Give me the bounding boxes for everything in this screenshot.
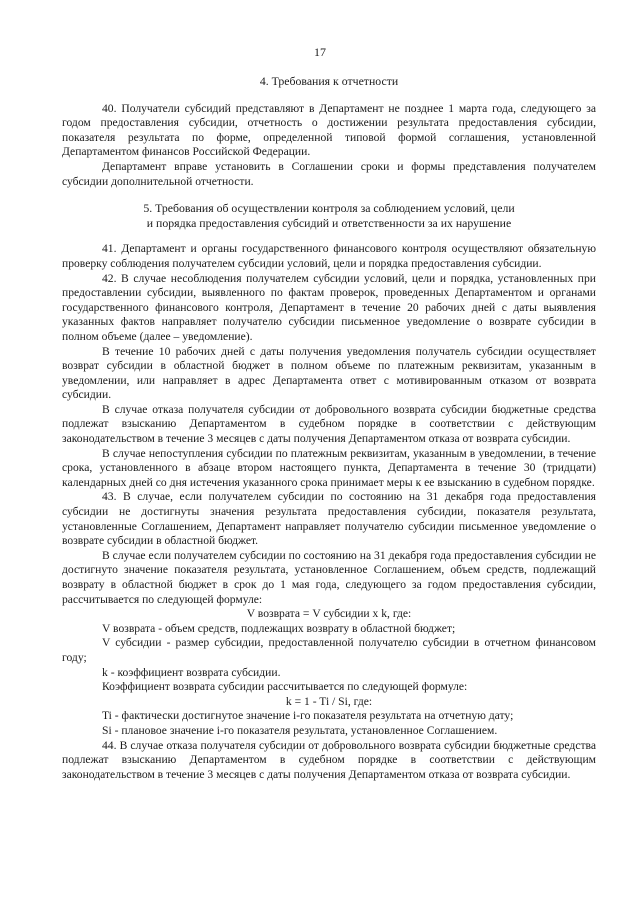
paragraph-40-additional-reporting: Департамент вправе установить в Соглашении сроки и формы представления получателем субсидии дополнительной отчетности.: [62, 159, 596, 188]
paragraph-42-refusal: В случае отказа получателя субсидии от добровольного возврата субсидии бюджетные средства подлежат взысканию Департаментом в судебном порядке в соответствии с действующим законодательством в течение 3 месяцев с даты получения Департаментом отказа от возврата субсидии.: [62, 402, 596, 446]
coefficient-intro: Коэффициент возврата субсидии рассчитывается по следующей формуле:: [102, 680, 468, 694]
definition-k: k - коэффициент возврата субсидии.: [102, 665, 281, 679]
paragraph-40: 40. Получатели субсидий представляют в Департамент не позднее 1 марта года, следующего за годом предоставления субсидии, отчетность о достижении результата предоставления субсидии, показателя результата по форме, определенной типовой формой соглашения, установленной Департаментом финансов Российской Федерации.: [62, 101, 596, 159]
paragraph-42: 42. В случае несоблюдения получателем субсидии условий, цели и порядка, установленных при предоставлении субсидии, выявленного по фактам проверок, проведенных Департаментом и органами государственного финансового контроля, Департамент в течение 20 рабочих дней с даты выявления указанных фактов направляет получателю субсидии письменное уведомление о возврате субсидии в полном объеме (далее – уведомление).: [62, 271, 596, 343]
section-5-heading-line-1: 5. Требования об осуществлении контроля за соблюдением условий, цели: [143, 201, 515, 216]
section-5-heading-line-2: и порядка предоставления субсидий и ответственности за их нарушение: [146, 215, 512, 230]
paragraph-41: 41. Департамент и органы государственного финансового контроля осуществляют обязательную проверку соблюдения получателем субсидии условий, цели и порядка предоставления субсидии.: [62, 242, 596, 270]
page-number: 17: [314, 45, 326, 59]
section-4-heading: 4. Требования к отчетности: [259, 74, 399, 88]
definition-si: Si - плановое значение i-го показателя результата, установленное Соглашением.: [102, 723, 498, 737]
formula-v-return: V возврата = V субсидии x k, где:: [246, 607, 412, 621]
paragraph-43: 43. В случае, если получателем субсидии по состоянию на 31 декабря года предоставления субсидии не достигнуты значения результата предоставления субсидии, показателя результата, установленные Соглашением, Департамент направляет получателю субсидии письменное уведомление о возврате субсидии в областной бюджет.: [62, 490, 596, 548]
definition-v-return: V возврата - объем средств, подлежащих возврату в областной бюджет;: [102, 621, 456, 635]
paragraph-43-calculation: В случае если получателем субсидии по состоянию на 31 декабря года предоставления субсидии не достигнуто значение показателя результата, установленное Соглашением, объем средств, подлежащий возврату в областной бюджет в срок до 1 мая года, следующего за годом предоставления субсидии, рассчитывается по следующей формуле:: [62, 548, 596, 606]
paragraph-42-return-deadline: В течение 10 рабочих дней с даты получения уведомления получатель субсидии осуществляет возврат субсидии в областной бюджет в полном объеме по платежным реквизитам, указанным в уведомлении, или направляет в адрес Департамента ответ с мотивированным отказом от возврата субсидии.: [62, 344, 596, 402]
definition-ti: Ti - фактически достигнутое значение i-го показателя результата на отчетную дату;: [102, 709, 514, 723]
definition-v-subsidy: V субсидии - размер субсидии, предоставленной получателю субсидии в отчетном финансовом году;: [62, 636, 596, 664]
paragraph-44: 44. В случае отказа получателя субсидии от добровольного возврата субсидии бюджетные средства подлежат взысканию Департаментом в судебном порядке в соответствии с действующим законодательством в течение 3 месяцев с даты получения Департаментом отказа от возврата субсидии.: [62, 738, 596, 781]
section-5-heading: [62, 201, 596, 230]
paragraph-42-non-receipt: В случае непоступления субсидии по платежным реквизитам, указанным в уведомлении, в течение срока, установленного в абзаце втором настоящего пункта, Департамента в течение 30 (тридцати) календарных дней со дня истечения указанного срока принимает меры к ее взысканию в судебном порядке.: [62, 446, 596, 489]
formula-k: k = 1 - Ti / Si, где:: [285, 694, 373, 708]
document-body: [62, 74, 596, 782]
